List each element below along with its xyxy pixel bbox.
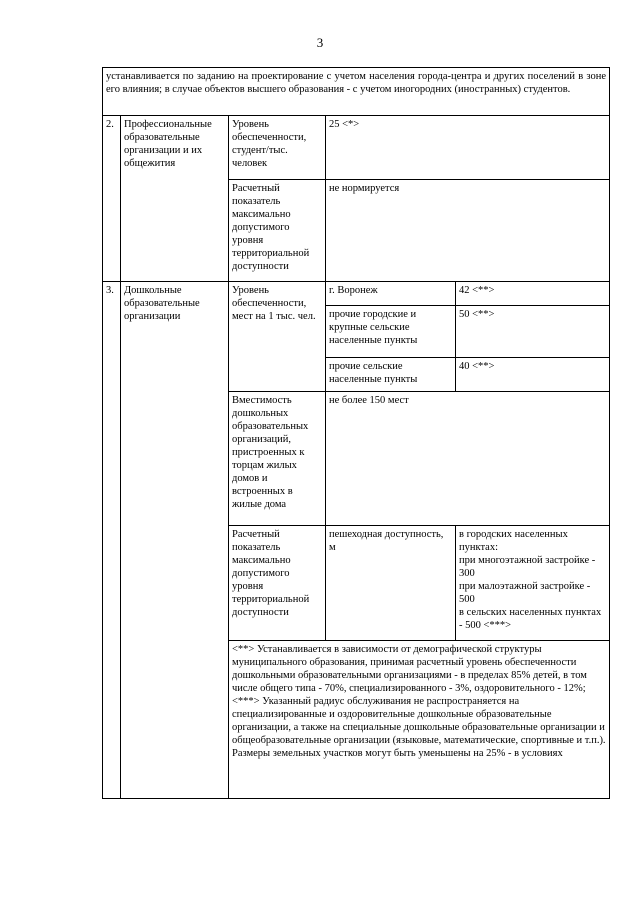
table-row xyxy=(103,282,610,306)
indicator-value: не нормируется xyxy=(326,180,610,282)
indicator-label: Уровень обеспеченности, студент/тыс. человек xyxy=(229,116,326,180)
indicator-label: Расчетный показатель максимально допустимого уровня территориальной доступности xyxy=(229,526,326,641)
access-values xyxy=(456,526,610,641)
access-line: в сельских населенных пунктах - 500 <***> xyxy=(459,607,602,631)
access-line: при многоэтажной застройке - 300 xyxy=(459,555,596,579)
intro-text: устанавливается по заданию на проектирование с учетом населения города-центра и других поселений в зоне его влияния; в случае объектов высшего образования - с учетом иногородних (иностранных) студентов. xyxy=(103,68,610,116)
settlement-label: прочие сельские населенные пункты xyxy=(326,358,456,392)
intro-row xyxy=(103,68,610,116)
settlement-value: 40 <**> xyxy=(456,358,610,392)
row-number: 2. xyxy=(103,116,121,282)
footnote: <***> Указанный радиус обслуживания не распространяется на специализированные и оздоровительные дошкольные образовательные организации, а также на специальные дошкольные образовательные организации и общеобразовательные организации (языковые, математические, спортивные и т.п.). xyxy=(232,696,606,746)
access-type: пешеходная доступность, м xyxy=(326,526,456,641)
footnote: <**> Устанавливается в зависимости от демографической структуры муниципального образования, принимая расчетный уровень обеспеченности дошкольными образовательными организациями - в пределах 85% детей, в том числе общего типа - 70%, специализированного - 3%, оздоровительного - 12%; xyxy=(232,644,587,694)
table-row xyxy=(103,116,610,180)
access-line: в городских населенных пунктах: xyxy=(459,529,568,553)
indicator-value: не более 150 мест xyxy=(326,392,610,526)
facility-name: Дошкольные образовательные организации xyxy=(121,282,229,799)
facility-name: Профессиональные образовательные организации и их общежития xyxy=(121,116,229,282)
row-number: 3. xyxy=(103,282,121,799)
indicator-label: Вместимость дошкольных образовательных организаций, пристроенных к торцам жилых домов и встроенных в жилые дома xyxy=(229,392,326,526)
footnote-cell xyxy=(229,641,610,799)
access-line: при малоэтажной застройке - 500 xyxy=(459,581,591,605)
page-number: 3 xyxy=(316,35,324,50)
settlement-value: 42 <**> xyxy=(456,282,610,306)
settlement-label: г. Воронеж xyxy=(326,282,456,306)
norms-table xyxy=(102,67,610,799)
indicator-label: Расчетный показатель максимально допустимого уровня территориальной доступности xyxy=(229,180,326,282)
indicator-value: 25 <*> xyxy=(326,116,610,180)
settlement-value: 50 <**> xyxy=(456,306,610,358)
indicator-label: Уровень обеспеченности, мест на 1 тыс. чел. xyxy=(229,282,326,392)
footnote: Размеры земельных участков могут быть уменьшены на 25% - в условиях xyxy=(232,748,563,759)
settlement-label: прочие городские и крупные сельские населенные пункты xyxy=(326,306,456,358)
